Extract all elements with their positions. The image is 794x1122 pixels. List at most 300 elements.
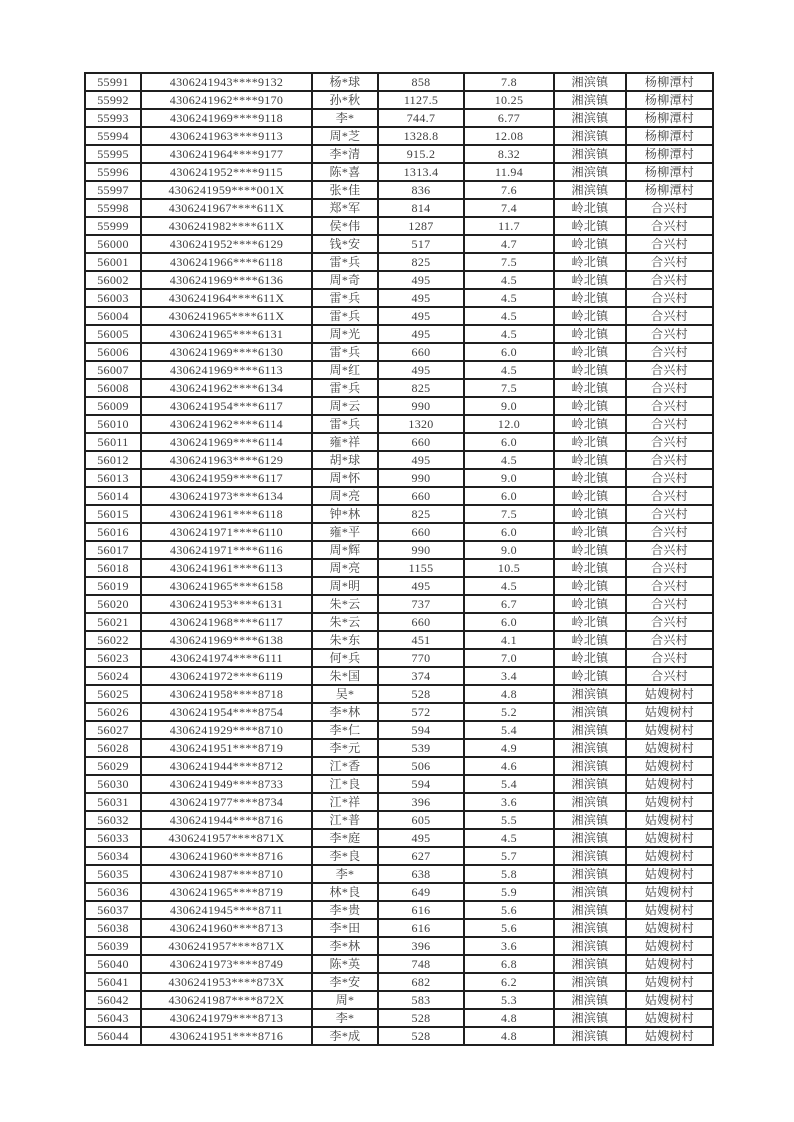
table-cell: 湘滨镇 (554, 955, 626, 973)
table-cell: 岭北镇 (554, 343, 626, 361)
table-cell: 岭北镇 (554, 595, 626, 613)
table-cell: 56028 (85, 739, 141, 757)
table-cell: 4306241974****6111 (141, 649, 312, 667)
table-cell: 陈*英 (312, 955, 378, 973)
table-cell: 姑嫂树村 (626, 991, 713, 1009)
table-cell: 4306241969****6114 (141, 433, 312, 451)
table-cell: 湘滨镇 (554, 775, 626, 793)
table-row (85, 145, 713, 163)
table-row (85, 91, 713, 109)
table-row (85, 847, 713, 865)
table-cell: 55991 (85, 73, 141, 91)
table-cell: 495 (378, 289, 464, 307)
table-cell: 岭北镇 (554, 559, 626, 577)
table-cell: 姑嫂树村 (626, 721, 713, 739)
table-cell: 岭北镇 (554, 667, 626, 685)
table-cell: 合兴村 (626, 505, 713, 523)
table-row (85, 1009, 713, 1027)
table-cell: 990 (378, 397, 464, 415)
table-cell: 4306241969****6138 (141, 631, 312, 649)
table-cell: 雍*平 (312, 523, 378, 541)
table-cell: 495 (378, 307, 464, 325)
table-cell: 583 (378, 991, 464, 1009)
table-cell: 5.4 (464, 775, 554, 793)
table-cell: 55998 (85, 199, 141, 217)
table-cell: 56025 (85, 685, 141, 703)
table-cell: 4306241979****8713 (141, 1009, 312, 1027)
table-cell: 605 (378, 811, 464, 829)
table-cell: 4.5 (464, 325, 554, 343)
table-cell: 李* (312, 865, 378, 883)
table-cell: 湘滨镇 (554, 703, 626, 721)
table-cell: 湘滨镇 (554, 937, 626, 955)
table-cell: 湘滨镇 (554, 991, 626, 1009)
table-cell: 岭北镇 (554, 307, 626, 325)
table-cell: 合兴村 (626, 289, 713, 307)
table-cell: 岭北镇 (554, 433, 626, 451)
table-cell: 6.77 (464, 109, 554, 127)
table-cell: 4306241964****9177 (141, 145, 312, 163)
table-cell: 858 (378, 73, 464, 91)
table-cell: 4306241963****9113 (141, 127, 312, 145)
table-cell: 616 (378, 901, 464, 919)
table-cell: 湘滨镇 (554, 865, 626, 883)
table-cell: 雷*兵 (312, 307, 378, 325)
table-cell: 4.8 (464, 685, 554, 703)
table-cell: 岭北镇 (554, 361, 626, 379)
table-cell: 649 (378, 883, 464, 901)
table-cell: 5.8 (464, 865, 554, 883)
table-cell: 56044 (85, 1027, 141, 1045)
table-cell: 4306241962****6114 (141, 415, 312, 433)
table-cell: 56010 (85, 415, 141, 433)
table-cell: 7.5 (464, 505, 554, 523)
table-cell: 990 (378, 469, 464, 487)
table-cell: 周*怀 (312, 469, 378, 487)
table-cell: 4306241987****8710 (141, 865, 312, 883)
table-cell: 岭北镇 (554, 523, 626, 541)
table-cell: 湘滨镇 (554, 721, 626, 739)
table-cell: 56037 (85, 901, 141, 919)
table-row (85, 163, 713, 181)
table-cell: 杨柳潭村 (626, 109, 713, 127)
table-cell: 钱*安 (312, 235, 378, 253)
table-cell: 56035 (85, 865, 141, 883)
table-cell: 6.2 (464, 973, 554, 991)
table-cell: 1328.8 (378, 127, 464, 145)
table-cell: 5.5 (464, 811, 554, 829)
table-cell: 姑嫂树村 (626, 973, 713, 991)
table-cell: 合兴村 (626, 559, 713, 577)
table-cell: 4.5 (464, 307, 554, 325)
table-cell: 517 (378, 235, 464, 253)
table-cell: 4.7 (464, 235, 554, 253)
table-cell: 825 (378, 505, 464, 523)
table-cell: 4.5 (464, 451, 554, 469)
table-cell: 4306241969****6113 (141, 361, 312, 379)
table-cell: 岭北镇 (554, 325, 626, 343)
table-cell: 55999 (85, 217, 141, 235)
table-cell: 4306241961****6118 (141, 505, 312, 523)
table-cell: 4306241971****6116 (141, 541, 312, 559)
table-cell: 3.6 (464, 793, 554, 811)
table-cell: 雷*兵 (312, 289, 378, 307)
table-cell: 594 (378, 775, 464, 793)
table-cell: 4.5 (464, 271, 554, 289)
table-cell: 3.4 (464, 667, 554, 685)
table-cell: 4306241951****8716 (141, 1027, 312, 1045)
table-cell: 4306241929****8710 (141, 721, 312, 739)
table-cell: 6.0 (464, 523, 554, 541)
table-cell: 合兴村 (626, 433, 713, 451)
table-cell: 周* (312, 991, 378, 1009)
table-cell: 雍*祥 (312, 433, 378, 451)
table-cell: 周*云 (312, 397, 378, 415)
table-cell: 4306241960****8716 (141, 847, 312, 865)
table-cell: 4306241965****8719 (141, 883, 312, 901)
table-cell: 姑嫂树村 (626, 1009, 713, 1027)
table-cell: 836 (378, 181, 464, 199)
table-cell: 5.6 (464, 901, 554, 919)
table-cell: 638 (378, 865, 464, 883)
table-cell: 55996 (85, 163, 141, 181)
table-cell: 7.5 (464, 379, 554, 397)
table-cell: 6.8 (464, 955, 554, 973)
table-cell: 李*贵 (312, 901, 378, 919)
table-cell: 4306241949****8733 (141, 775, 312, 793)
table-cell: 55993 (85, 109, 141, 127)
table-cell: 1313.4 (378, 163, 464, 181)
table-row (85, 199, 713, 217)
table-cell: 姑嫂树村 (626, 1027, 713, 1045)
table-cell: 钟*林 (312, 505, 378, 523)
table-cell: 4306241962****9170 (141, 91, 312, 109)
table-cell: 4306241954****8754 (141, 703, 312, 721)
table-cell: 湘滨镇 (554, 829, 626, 847)
table-cell: 合兴村 (626, 649, 713, 667)
table-cell: 岭北镇 (554, 253, 626, 271)
table-cell: 56036 (85, 883, 141, 901)
table-cell: 姑嫂树村 (626, 847, 713, 865)
table-cell: 侯*伟 (312, 217, 378, 235)
table-cell: 杨柳潭村 (626, 73, 713, 91)
table-cell: 姑嫂树村 (626, 703, 713, 721)
table-cell: 岭北镇 (554, 469, 626, 487)
table-cell: 5.7 (464, 847, 554, 865)
table-cell: 56032 (85, 811, 141, 829)
table-cell: 660 (378, 433, 464, 451)
table-cell: 合兴村 (626, 631, 713, 649)
table-cell: 737 (378, 595, 464, 613)
table-cell: 杨柳潭村 (626, 91, 713, 109)
table-cell: 9.0 (464, 469, 554, 487)
table-row (85, 685, 713, 703)
table-cell: 4306241944****8716 (141, 811, 312, 829)
table-cell: 4306241951****8719 (141, 739, 312, 757)
table-row (85, 73, 713, 91)
table-cell: 11.7 (464, 217, 554, 235)
table-cell: 495 (378, 271, 464, 289)
table-cell: 4.8 (464, 1009, 554, 1027)
table-cell: 姑嫂树村 (626, 865, 713, 883)
table-cell: 4306241969****9118 (141, 109, 312, 127)
table-cell: 李*成 (312, 1027, 378, 1045)
table-cell: 4306241943****9132 (141, 73, 312, 91)
table-row (85, 595, 713, 613)
table-cell: 湘滨镇 (554, 145, 626, 163)
table-cell: 湘滨镇 (554, 973, 626, 991)
table-cell: 4.6 (464, 757, 554, 775)
table-cell: 4.5 (464, 577, 554, 595)
table-cell: 合兴村 (626, 541, 713, 559)
table-row (85, 775, 713, 793)
table-cell: 周*芝 (312, 127, 378, 145)
table-cell: 湘滨镇 (554, 163, 626, 181)
table-cell: 湘滨镇 (554, 739, 626, 757)
table-cell: 660 (378, 343, 464, 361)
table-cell: 825 (378, 379, 464, 397)
table-row (85, 1027, 713, 1045)
table-cell: 4306241965****611X (141, 307, 312, 325)
table-cell: 12.0 (464, 415, 554, 433)
table-cell: 姑嫂树村 (626, 829, 713, 847)
table-row (85, 307, 713, 325)
table-cell: 396 (378, 937, 464, 955)
table-cell: 55997 (85, 181, 141, 199)
table-cell: 合兴村 (626, 235, 713, 253)
table-cell: 李*庭 (312, 829, 378, 847)
table-cell: 4306241972****6119 (141, 667, 312, 685)
table-cell: 495 (378, 361, 464, 379)
table-cell: 6.7 (464, 595, 554, 613)
table-cell: 孙*秋 (312, 91, 378, 109)
table-cell: 4306241971****6110 (141, 523, 312, 541)
table-cell: 56017 (85, 541, 141, 559)
table-cell: 雷*兵 (312, 379, 378, 397)
table-row (85, 379, 713, 397)
table-cell: 56014 (85, 487, 141, 505)
table-row (85, 721, 713, 739)
table-cell: 770 (378, 649, 464, 667)
table-cell: 4306241954****6117 (141, 397, 312, 415)
table-cell: 合兴村 (626, 271, 713, 289)
table-cell: 李*仁 (312, 721, 378, 739)
table-cell: 李*林 (312, 937, 378, 955)
table-cell: 江*良 (312, 775, 378, 793)
table-row (85, 361, 713, 379)
table-cell: 李*良 (312, 847, 378, 865)
table-cell: 451 (378, 631, 464, 649)
table-cell: 周*光 (312, 325, 378, 343)
table-row (85, 667, 713, 685)
table-cell: 李* (312, 109, 378, 127)
table-cell: 4306241962****6134 (141, 379, 312, 397)
table-cell: 1287 (378, 217, 464, 235)
table-cell: 雷*兵 (312, 415, 378, 433)
table-cell: 4306241973****8749 (141, 955, 312, 973)
table-row (85, 829, 713, 847)
table-cell: 朱*国 (312, 667, 378, 685)
table-cell: 4306241977****8734 (141, 793, 312, 811)
table-cell: 56007 (85, 361, 141, 379)
table-cell: 1127.5 (378, 91, 464, 109)
table-cell: 4306241965****6158 (141, 577, 312, 595)
table-cell: 4306241964****611X (141, 289, 312, 307)
table-cell: 郑*军 (312, 199, 378, 217)
table-cell: 56024 (85, 667, 141, 685)
table-cell: 56022 (85, 631, 141, 649)
table-cell: 4.5 (464, 289, 554, 307)
table-cell: 江*祥 (312, 793, 378, 811)
table-cell: 李*林 (312, 703, 378, 721)
table-cell: 55992 (85, 91, 141, 109)
table-row (85, 955, 713, 973)
table-cell: 杨柳潭村 (626, 181, 713, 199)
table-cell: 岭北镇 (554, 235, 626, 253)
table-cell: 56004 (85, 307, 141, 325)
table-cell: 4306241953****6131 (141, 595, 312, 613)
table-cell: 4306241959****001X (141, 181, 312, 199)
table-cell: 56034 (85, 847, 141, 865)
table-cell: 56019 (85, 577, 141, 595)
table-cell: 4.5 (464, 361, 554, 379)
table-cell: 56030 (85, 775, 141, 793)
table-cell: 湘滨镇 (554, 127, 626, 145)
table-cell: 56005 (85, 325, 141, 343)
table-cell: 周*奇 (312, 271, 378, 289)
table-cell: 岭北镇 (554, 505, 626, 523)
table-cell: 湘滨镇 (554, 793, 626, 811)
table-cell: 528 (378, 685, 464, 703)
table-cell: 江*香 (312, 757, 378, 775)
table-cell: 4.5 (464, 829, 554, 847)
table-row (85, 937, 713, 955)
table-cell: 495 (378, 829, 464, 847)
table-cell: 56011 (85, 433, 141, 451)
table-cell: 56040 (85, 955, 141, 973)
table-cell: 姑嫂树村 (626, 775, 713, 793)
table-cell: 湘滨镇 (554, 919, 626, 937)
table-cell: 4306241963****6129 (141, 451, 312, 469)
table-cell: 56016 (85, 523, 141, 541)
table-cell: 岭北镇 (554, 199, 626, 217)
table-cell: 岭北镇 (554, 415, 626, 433)
table-cell: 660 (378, 613, 464, 631)
table-cell: 7.5 (464, 253, 554, 271)
table-cell: 姑嫂树村 (626, 919, 713, 937)
table-cell: 12.08 (464, 127, 554, 145)
table-cell: 56039 (85, 937, 141, 955)
table-cell: 627 (378, 847, 464, 865)
table-cell: 湘滨镇 (554, 883, 626, 901)
table-cell: 合兴村 (626, 307, 713, 325)
table-cell: 4306241968****6117 (141, 613, 312, 631)
table-cell: 6.0 (464, 487, 554, 505)
table-row (85, 235, 713, 253)
table-row (85, 613, 713, 631)
table-row (85, 991, 713, 1009)
table-cell: 岭北镇 (554, 217, 626, 235)
table-cell: 4306241957****871X (141, 829, 312, 847)
table-cell: 岭北镇 (554, 649, 626, 667)
table-cell: 姑嫂树村 (626, 811, 713, 829)
table-cell: 雷*兵 (312, 253, 378, 271)
table-cell: 胡*球 (312, 451, 378, 469)
table-cell: 56029 (85, 757, 141, 775)
table-cell: 4306241944****8712 (141, 757, 312, 775)
table-cell: 湘滨镇 (554, 685, 626, 703)
table-cell: 7.4 (464, 199, 554, 217)
table-cell: 660 (378, 487, 464, 505)
table-row (85, 973, 713, 991)
table-cell: 李* (312, 1009, 378, 1027)
table-cell: 湘滨镇 (554, 109, 626, 127)
table-cell: 李*元 (312, 739, 378, 757)
table-cell: 合兴村 (626, 199, 713, 217)
table-cell: 周*明 (312, 577, 378, 595)
table-cell: 1155 (378, 559, 464, 577)
table-cell: 吴* (312, 685, 378, 703)
table-cell: 姑嫂树村 (626, 883, 713, 901)
table-row (85, 433, 713, 451)
table-cell: 56043 (85, 1009, 141, 1027)
table-cell: 7.8 (464, 73, 554, 91)
table-cell: 56013 (85, 469, 141, 487)
table-cell: 56009 (85, 397, 141, 415)
table-row (85, 865, 713, 883)
table-cell: 岭北镇 (554, 487, 626, 505)
table-cell: 4306241952****6129 (141, 235, 312, 253)
table-cell: 744.7 (378, 109, 464, 127)
table-cell: 姑嫂树村 (626, 793, 713, 811)
table-cell: 朱*东 (312, 631, 378, 649)
table-cell: 朱*云 (312, 613, 378, 631)
table-cell: 8.32 (464, 145, 554, 163)
table-cell: 岭北镇 (554, 271, 626, 289)
table-cell: 7.0 (464, 649, 554, 667)
table-cell: 56038 (85, 919, 141, 937)
table-cell: 合兴村 (626, 469, 713, 487)
table-row (85, 793, 713, 811)
table-cell: 6.0 (464, 433, 554, 451)
table-cell: 5.9 (464, 883, 554, 901)
table-cell: 55994 (85, 127, 141, 145)
table-row (85, 487, 713, 505)
table-cell: 杨柳潭村 (626, 145, 713, 163)
data-table (84, 72, 714, 1046)
table-cell: 56041 (85, 973, 141, 991)
table-row (85, 451, 713, 469)
table-cell: 李*田 (312, 919, 378, 937)
table-cell: 495 (378, 325, 464, 343)
table-row (85, 523, 713, 541)
table-cell: 9.0 (464, 397, 554, 415)
table-cell: 56003 (85, 289, 141, 307)
table-cell: 4306241945****8711 (141, 901, 312, 919)
table-cell: 4306241953****873X (141, 973, 312, 991)
table-cell: 3.6 (464, 937, 554, 955)
table-cell: 660 (378, 523, 464, 541)
table-cell: 合兴村 (626, 253, 713, 271)
table-cell: 56008 (85, 379, 141, 397)
table-cell: 4306241967****611X (141, 199, 312, 217)
table-cell: 594 (378, 721, 464, 739)
table-row (85, 883, 713, 901)
table-cell: 岭北镇 (554, 289, 626, 307)
table-cell: 56006 (85, 343, 141, 361)
table-cell: 616 (378, 919, 464, 937)
table-cell: 4306241960****8713 (141, 919, 312, 937)
